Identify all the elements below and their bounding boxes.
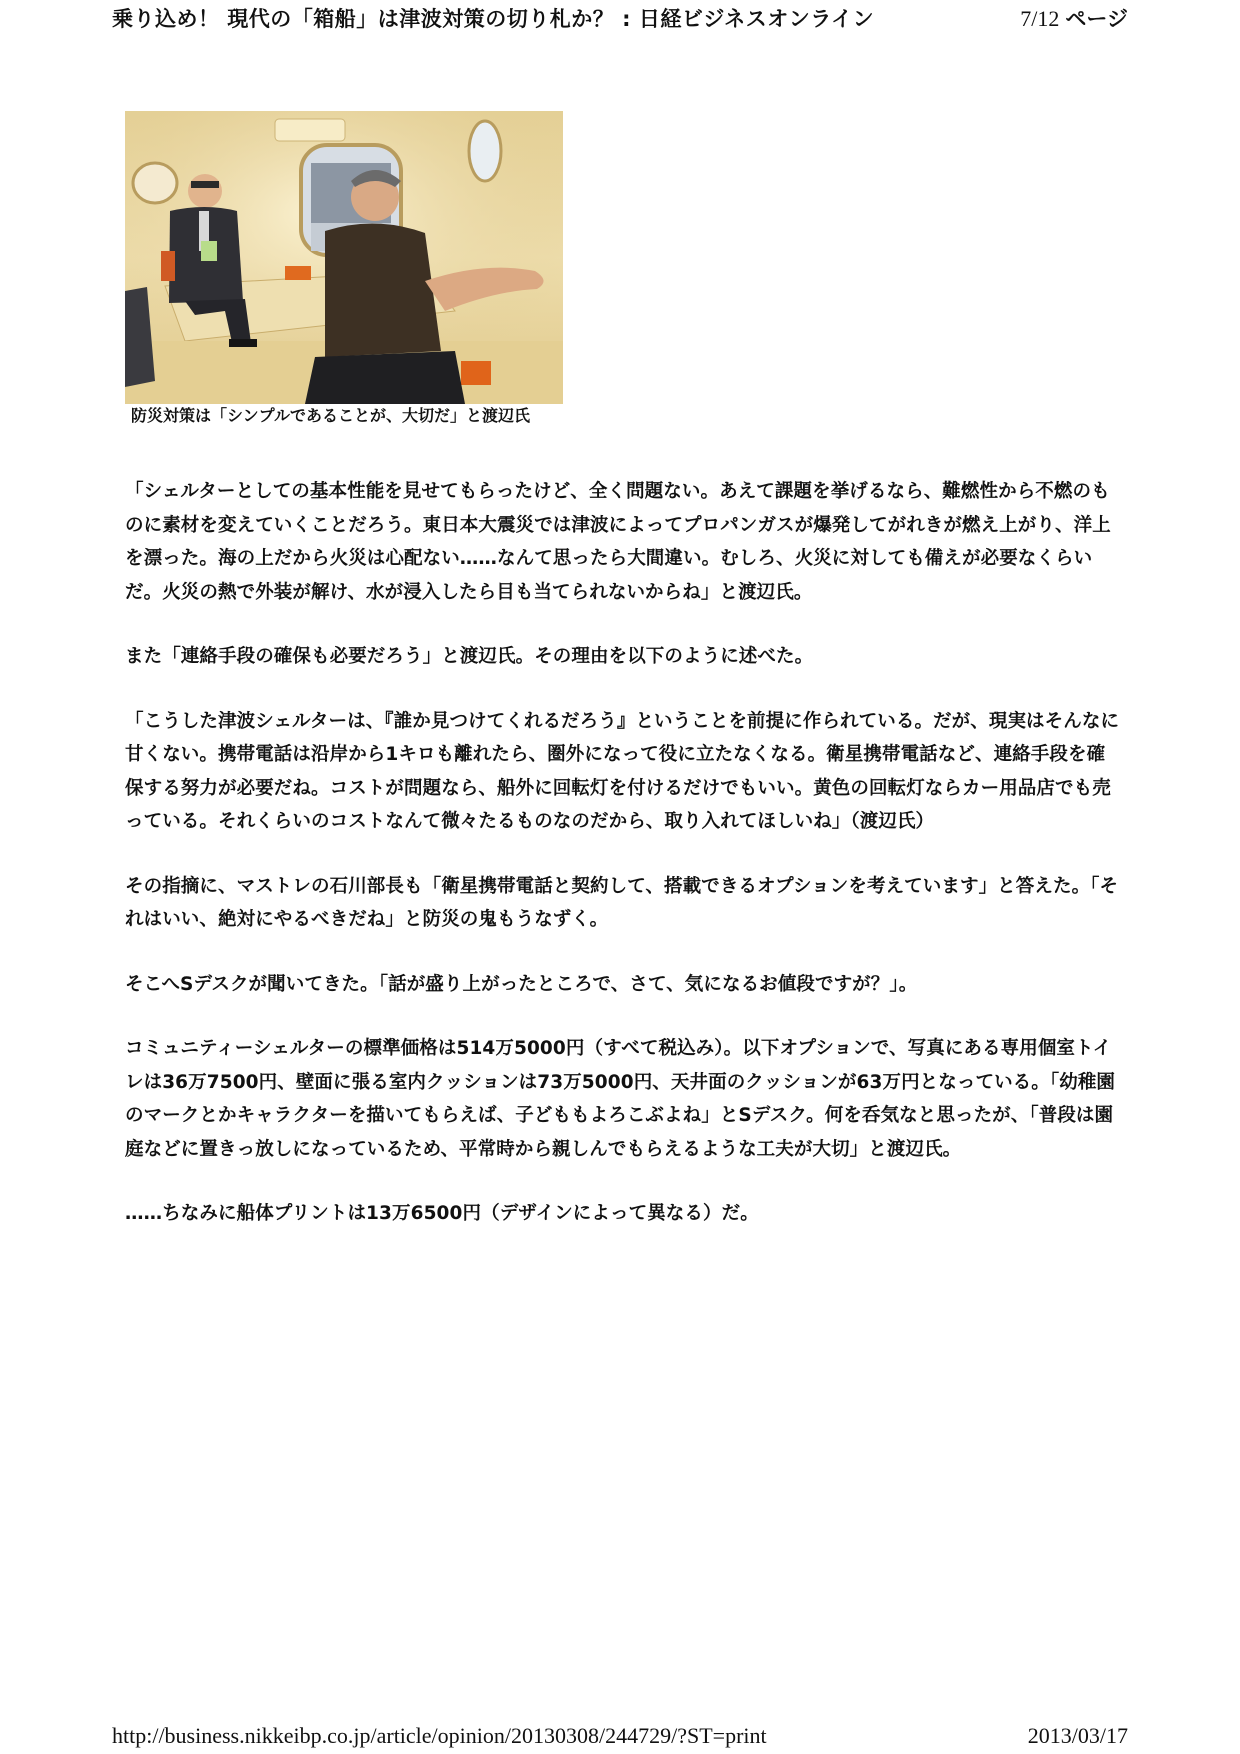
page-number: 7/12 (1020, 6, 1060, 31)
article-paragraph: その指摘に、マストレの石川部長も「衛星携帯電話と契約して、搭載できるオプションを考えています」と答えた。「それはいい、絶対にやるべきだね」と防災の鬼もうなずく。 (125, 875, 1119, 930)
document-title: 乗り込め！ 現代の「箱船」は津波対策の切り札か？ : 日経ビジネスオンライン (112, 7, 875, 31)
article-photo (125, 111, 563, 404)
article-paragraph: ……ちなみに船体プリントは13万6500円（デザインによって異なる）だ。 (125, 1203, 759, 1224)
print-date: 2013/03/17 (1027, 1723, 1128, 1748)
article-paragraph: 「こうした津波シェルターは、『誰か見つけてくれるだろう』ということを前提に作られている。だが、現実はそんなに甘くない。携帯電話は沿岸から1キロも離れたら、圏外になって役に立たなくなる。衛星携帯電話など、連絡手段を確保する努力が必要だね。コストが問題なら、船外に回転灯を付けるだけでもいい。黄色の回転灯ならカー用品店でも売っている。それくらいのコストなんて微々たるものなのだから、取り入れてほしいね」（渡辺氏） (125, 710, 1120, 832)
article-paragraph: コミュニティーシェルターの標準価格は514万5000円（すべて税込み）。以下オプションで、写真にある専用個室トイレは36万7500円、壁面に張る室内クッションは73万5000円、天井面のクッションが63万円となっている。「幼稚園のマークとかキャラクターを描いてもらえば、子どももよろこぶよね」とSデスク。何を呑気なと思ったが、「普段は園庭などに置きっ放しになっているため、平常時から親しんでもらえるような工夫が大切」と渡辺氏。 (125, 1038, 1116, 1160)
article-paragraph: そこへSデスクが聞いてきた。「話が盛り上がったところで、さて、気になるお値段ですが？」。 (125, 973, 918, 995)
photo-caption: 防災対策は「シンプルであることが、大切だ」と渡辺氏 (131, 406, 530, 425)
article-paragraph: 「シェルターとしての基本性能を見せてもらったけど、全く問題ない。あえて課題を挙げるなら、難燃性から不燃のものに素材を変えていくことだろう。東日本大震災では津波によってプロパンガスが爆発してがれきが燃え上がり、洋上を漂った。海の上だから火災は心配ない……なんて思ったら大間違い。むしろ、火災に対しても備えが必要なくらいだ。火災の熱で外装が解け、水が浸入したら目も当てられないからね」と渡辺氏。 (125, 481, 1111, 603)
page-indicator (1020, 4, 1128, 34)
source-url: http://business.nikkeibp.co.jp/article/opinion/20130308/244729/?ST=print (112, 1723, 767, 1748)
article-paragraph: また「連絡手段の確保も必要だろう」と渡辺氏。その理由を以下のように述べた。 (125, 646, 814, 667)
shelter-interior-image (125, 111, 563, 404)
article-body (125, 475, 1121, 1262)
page-label: ページ (1065, 7, 1128, 31)
